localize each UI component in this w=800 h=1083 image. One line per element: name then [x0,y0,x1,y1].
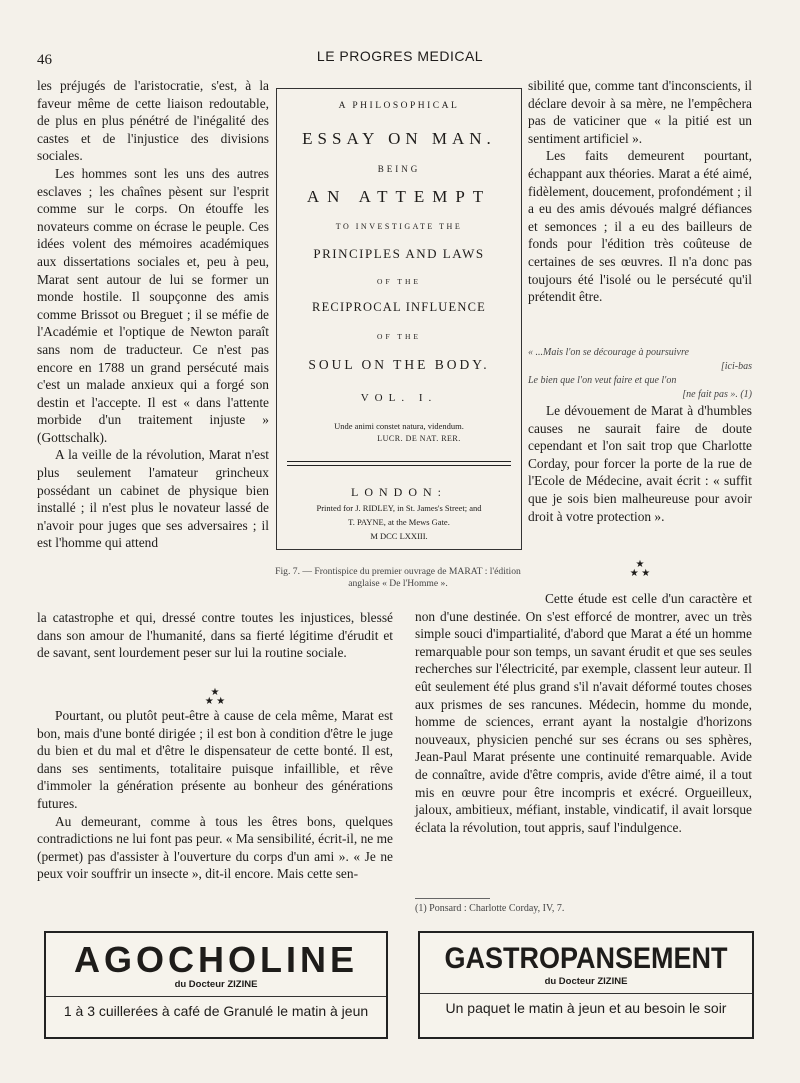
paragraph: Les hommes sont les uns des autres esclaves ; les chaînes pèsent sur l'esprit comme sur le corps. On étouffe les novateurs comme on écrase le peuple. Ces idées volent des mémoires académiques aux dissertations sociales et, peu à peu, Marat sent autour de lui se former un monde hostile. Il soupçonne des amis comme Brissot ou Breguet ; il se méfie de l'Académie et l'optique de Newton paraît sans nom de traducteur. Ce n'est pas encore en 1788 un grand persécuté mais c'est un malade anxieux qui a forgé son destin et l'accepte. Il est « dans l'attente morbide d'un traitement injuste » (Gottschalk). [37,165,269,445]
frontis-line: OF THE [377,277,421,286]
paragraph: A la veille de la révolution, Marat n'est plus seulement l'amateur grincheux possédant un cabinet de physique bien installé ; il n'est plus le novateur lassé de n'avoir pour juges que ses adversaires ; il est l'homme qui attend [37,447,269,551]
quote-line: Le bien que l'on veut faire et que l'on [528,375,677,386]
ad-usage: Un paquet le matin à jeun et au besoin le soir [445,1000,727,1016]
paragraph: Cette étude est celle d'un caractère et non d'une destinée. On s'est efforcé de montrer, avec un très simple souci d'impartialité, d'abord que Marat a été un homme remarquable pour son temps, un savant érudit et que ses seules recherches sur l'électricité, par exemple, classent leur auteur. Il eût seulement été plus grand s'il n'avait déformé toutes choses aux prismes de ses rancunes. Médecin, homme du monde, homme de sciences, errant ayant la nostalgie d'horizons nouveaux, physicien penché sur ses écrans ou ses sphères, Jean-Paul Marat présente une continuité remarquable. Avide de connaître, avide d'être compris, avide d'être aimé, il a tout mis en œuvre pour être incompris et exécré. Orgueilleux, jaloux, ambitieux, méfiant, instable, vindicatif, il avait lorsque éclata la révolution, tout appris, sauf l'indulgence. [415,591,752,835]
frontis-line: M DCC LXXIII. [370,531,428,541]
frontis-line: LONDON: [351,485,447,499]
ad-divider [46,996,386,997]
section-stars: ★ ★ ★ [204,687,226,707]
ad-byline: du Docteur ZIZINE [544,976,628,987]
paragraph: Les faits demeurent pourtant, échappant aux théories. Marat a été aimé, fidèlement, doucement, profondément ; il a eu des amis dévoués malgré défiances et semonces ; il a eu des bailleurs de fonds pour l'édition très coûteuse de certaines de ses œuvres. Il n'a donc pas toujours été l'isolé ou le persécuté qu'il prétendit être. [528,148,752,305]
ad-product-name: AGOCHOLINE [73,939,358,980]
quote-line: « ...Mais l'on se décourage à poursuivre [528,347,689,358]
left-continuation [37,609,393,662]
frontis-line: Unde animi constet natura, videndum. [334,421,464,431]
paragraph: Au demeurant, comme à tous les êtres bons, quelques contradictions ne lui font pas peur. « Ma sensibilité, écrit-il, ne me (permet) pas d'assister à l'ouverture du corps d'un ami ». « Je ne peux voir souffrir un insecte », dit-il encore. Mais cette sen- [37,813,393,882]
verse-quote [528,346,752,402]
advertisement-gastropansement [418,931,754,1039]
frontis-line: Printed for J. RIDLEY, in St. James's Street; and [316,503,482,513]
frontis-line: T. PAYNE, at the Mews Gate. [348,517,450,527]
paragraph: Le dévouement de Marat à d'humbles causes ne saurait faire de doute cependant et l'on sait trop que Charlotte Corday, pour forcer la porte de la rue de l'Ecole de Médecine, avait écrit : « suffit que je sois bien malheureuse pour avoir droit à votre protection ». [528,403,752,524]
page-number: 46 [37,52,52,68]
running-title: LE PROGRES MEDICAL [316,48,484,64]
paragraph: Pourtant, ou plutôt peut-être à cause de cela même, Marat est bon, mais d'une bonté dirigée ; il est bon à condition d'être le juge du bien et du mal et d'être le dispensateur de cette bonté. Il est, dans ses sentiments, totalitaire puisque infaillible, et rêve d'immoler la génération présente au bonheur des générations futures. [37,708,393,811]
paragraph: sibilité que, comme tant d'inconscients, il déclare devoir à sa mère, ne l'empêchera pas de vaticiner que « la pitié est un sentiment artificiel ». [528,78,752,146]
frontis-line: ESSAY ON MAN. [302,129,496,148]
frontis-line: SOUL ON THE BODY. [308,357,490,372]
ad-byline: du Docteur ZIZINE [174,979,258,990]
frontis-rule [287,461,511,462]
frontis-rule [287,465,511,466]
frontis-line: OF THE [377,332,421,341]
frontis-line: TO INVESTIGATE THE [335,222,463,231]
footnote: (1) Ponsard : Charlotte Corday, IV, 7. [415,903,565,914]
footnote-rule [415,898,490,899]
right-column [528,77,752,306]
frontis-line: RECIPROCAL INFLUENCE [312,300,486,314]
frontis-line: A PHILOSOPHICAL [338,101,460,111]
figure-caption: Fig. 7. — Frontispice du premier ouvrage de MARAT : l'édition anglaise « De l'Homme ». [275,566,521,589]
paragraph: les préjugés de l'aristocratie, s'est, à la faveur même de cette liaison redoutable, de plus en plus pénétré de l'inégalité des castes et de l'injustice des divisions sociales. [37,78,269,164]
ad-divider [420,993,752,994]
quote-line: [ne fait pas ». (1) [682,389,752,400]
right-column-continuation [528,402,752,525]
conclusion-column [415,590,752,836]
section-stars: ★ ★ ★ [629,559,651,579]
frontis-line: VOL. I. [360,392,438,404]
frontis-line: LUCR. DE NAT. RER. [377,434,461,443]
paragraph: la catastrophe et qui, dressé contre toutes les injustices, blessé dans son amour de l'humanité, dans sa fierté légitime d'érudit et de savant, sent lourdement peser sur lui la routine sociale. [37,610,393,661]
ad-product-name: GASTROPANSEMENT [444,942,728,975]
left-lower-column [37,707,393,883]
frontis-line: PRINCIPLES AND LAWS [313,246,485,261]
frontis-line: BEING [377,164,421,174]
quote-line: [ici-bas [720,361,752,372]
frontispiece-title-page [276,88,522,550]
ad-usage: 1 à 3 cuillerées à café de Granulé le matin à jeun [63,1003,369,1019]
advertisement-agocholine [44,931,388,1039]
frontis-line: AN ATTEMPT [306,187,492,206]
left-column [37,77,269,552]
